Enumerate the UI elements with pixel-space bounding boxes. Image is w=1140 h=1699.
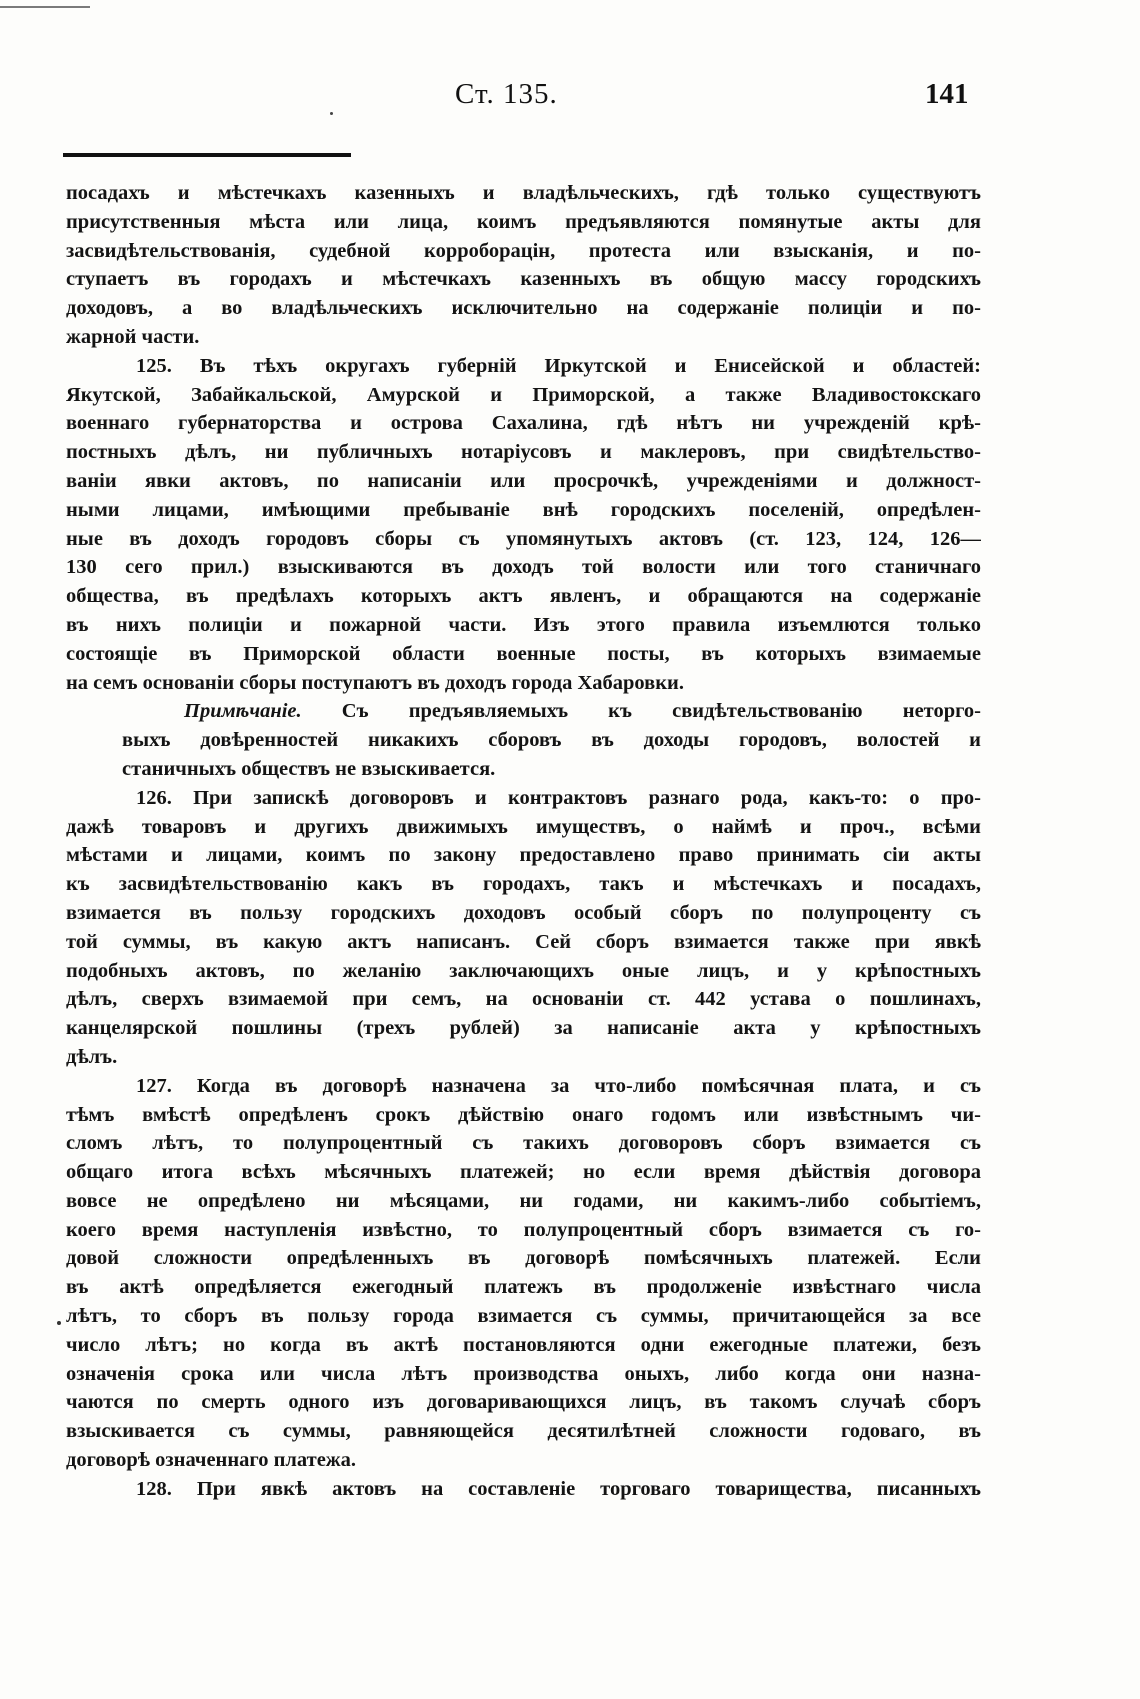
header-rule [63, 153, 351, 157]
text-line: мѣстами и лицами, коимъ по закону предоставлено право принимать сіи акты [66, 844, 981, 867]
body-text [66, 179, 981, 1504]
article-128-start: 128. При явкѣ актовъ на составленіе торговаго товарищества, писанныхъ [136, 1477, 981, 1500]
text-line: той суммы, въ какую актъ написанъ. Сей сборъ взимается также при явкѣ [66, 930, 981, 953]
text-line: означенія срока или числа лѣтъ производства оныхъ, либо когда они назна- [66, 1362, 981, 1385]
text-line: въ актѣ опредѣляется ежегодный платежъ въ продолженіе извѣстнаго числа [66, 1276, 981, 1299]
note-line: выхъ довѣренностей никакихъ сборовъ въ доходы городовъ, волостей и [122, 729, 981, 752]
text-line: чаются по смерть одного изъ договаривающихся лицъ, въ такомъ случаѣ сборъ [66, 1391, 981, 1414]
text-line: жарной части. [66, 325, 200, 348]
text-line: 130 сего прил.) взыскиваются въ доходъ той волости или того станичнаго [66, 556, 981, 579]
text-line: взыскивается съ суммы, равняющейся десятилѣтней сложности годоваго, въ [66, 1420, 981, 1443]
text-line: постныхъ дѣлъ, ни публичныхъ нотаріусовъ и маклеровъ, при свидѣтельство- [66, 441, 981, 464]
text-line: вовсе не опредѣлено ни мѣсяцами, ни годами, ни какимъ-либо событіемъ, [66, 1189, 981, 1212]
text-line: Якутской, Забайкальской, Амурской и Приморской, а также Владивостокскаго [66, 383, 981, 406]
text-line: ваніи явки актовъ, по написаніи или просрочкѣ, учрежденіями и должност- [66, 469, 981, 492]
scan-artifact-line [0, 6, 90, 8]
note-line [66, 697, 981, 726]
text-line: лѣтъ, то сборъ въ пользу города взимается съ суммы, причитающейся за все [66, 1305, 981, 1328]
section-header: Ст. 135. [455, 78, 558, 110]
text-line: взимается въ пользу городскихъ доходовъ особый сборъ по полупроценту съ [66, 901, 981, 924]
text-line: состоящіе въ Приморской области военные посты, въ которыхъ взимаемые [66, 642, 981, 665]
text-line: ступаетъ въ городахъ и мѣстечкахъ казенныхъ въ общую массу городскихъ [66, 268, 981, 291]
text-line: подобныхъ актовъ, по желанію заключающихъ оные лицъ, и у крѣпостныхъ [66, 959, 981, 982]
note-text: Съ предъявляемыхъ къ свидѣтельствованію неторго- [341, 700, 981, 723]
text-line: къ засвидѣтельствованію какъ въ городахъ, такъ и мѣстечкахъ и посадахъ, [66, 873, 981, 896]
text-line: доходовъ, а во владѣльческихъ исключительно на содержаніе полиціи и по- [66, 297, 981, 320]
print-speck [330, 112, 333, 115]
text-line: посадахъ и мѣстечкахъ казенныхъ и владѣльческихъ, гдѣ только существуютъ [66, 182, 981, 204]
text-line: ными лицами, имѣющими пребываніе внѣ городскихъ поселеній, опредѣлен- [66, 498, 981, 521]
text-line: число лѣтъ; но когда въ актѣ постановляются одни ежегодные платежи, безъ [66, 1333, 981, 1356]
text-line: сломъ лѣтъ, то полупроцентный съ такихъ договоровъ сборъ взимается съ [66, 1132, 981, 1155]
text-line: договорѣ означеннаго платежа. [66, 1449, 357, 1472]
article-127-start: 127. Когда въ договорѣ назначена за что-либо помѣсячная плата, и съ [136, 1074, 981, 1097]
text-line: ные въ доходъ городовъ сборы съ упомянутыхъ актовъ (ст. 123, 124, 126— [66, 527, 981, 550]
text-line: военнаго губернаторства и острова Сахалина, гдѣ нѣтъ ни учрежденій крѣ- [66, 412, 981, 435]
text-line: въ нихъ полиціи и пожарной части. Изъ этого правила изъемлются только [66, 613, 981, 636]
text-line: тѣмъ вмѣстѣ опредѣленъ срокъ дѣйствію онаго годомъ или извѣстнымъ чи- [66, 1103, 981, 1126]
article-125-start: 125. Въ тѣхъ округахъ губерній Иркутской и Енисейской и областей: [136, 354, 981, 377]
text-line: на семъ основаніи сборы поступаютъ въ доходъ города Хабаровки. [66, 671, 684, 694]
text-line: засвидѣтельствованія, судебной корроборацін, протеста или взысканія, и по- [66, 239, 981, 262]
text-line: дѣлъ. [66, 1045, 118, 1068]
text-line: дѣлъ, сверхъ взимаемой при семъ, на основаніи ст. 442 устава о пошлинахъ, [66, 988, 981, 1011]
note-title: Примѣчаніе. [184, 700, 302, 723]
text-line: общества, въ предѣлахъ которыхъ актъ явленъ, и обращаются на содержаніе [66, 585, 981, 608]
text-line: общаго итога всѣхъ мѣсячныхъ платежей; но если время дѣйствія договора [66, 1161, 981, 1184]
note-line: станичныхъ обществъ не взыскивается. [122, 757, 496, 780]
text-line: дажѣ товаровъ и другихъ движимыхъ имуществъ, о наймѣ и проч., всѣми [66, 815, 981, 838]
page-number: 141 [925, 78, 969, 110]
text-line: довой сложности опредѣленныхъ въ договорѣ помѣсячныхъ платежей. Если [66, 1247, 981, 1270]
article-126-start: 126. При запискѣ договоровъ и контрактовъ разнаго рода, какъ-то: о про- [136, 786, 981, 809]
margin-speck [57, 1321, 61, 1325]
text-line: коего время наступленія извѣстно, то полупроцентный сборъ взимается съ го- [66, 1218, 981, 1241]
text-line: канцелярской пошлины (трехъ рублей) за написаніе акта у крѣпостныхъ [66, 1017, 981, 1040]
text-line: присутственныя мѣста или лица, коимъ предъявляются помянутые акты для [66, 210, 981, 233]
